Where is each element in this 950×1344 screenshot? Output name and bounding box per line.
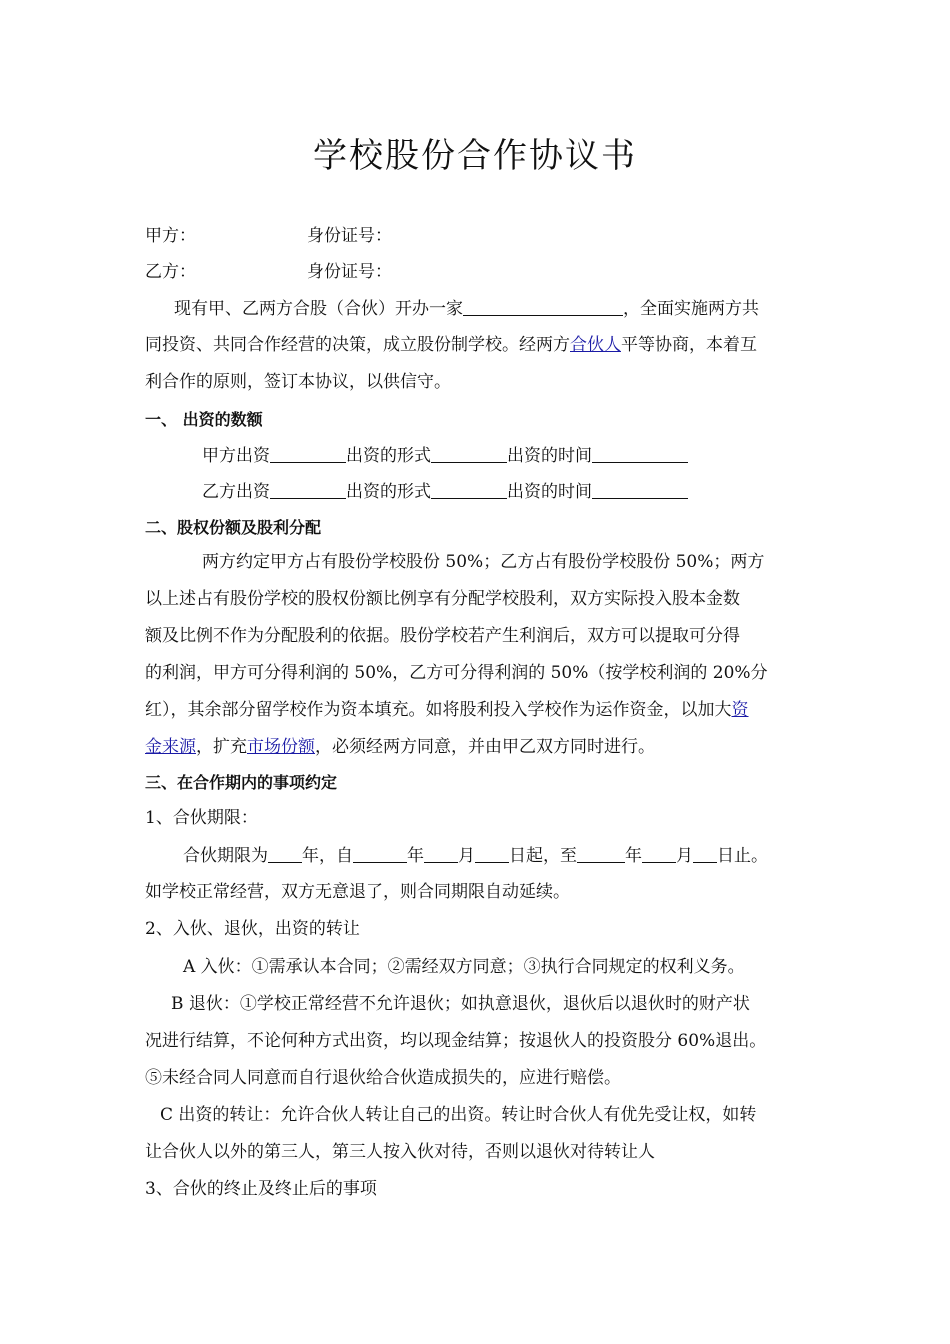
time-label: 出资的时间: [507, 482, 592, 502]
partner-link[interactable]: 合伙人: [570, 335, 621, 355]
end-month-blank: [642, 845, 676, 863]
intro-text: 平等协商，本着互: [621, 335, 757, 355]
term-text: 年: [407, 846, 424, 866]
party-a-line: [145, 226, 807, 246]
transfer-clause-line-2: 让合伙人以外的第三人，第三人按入伙对待，否则以退伙对待转让人: [145, 1142, 655, 1162]
form-blank: [431, 445, 507, 463]
term-line-2: 如学校正常经营，双方无意退了，则合同期限自动延续。: [145, 882, 570, 902]
transfer-clause-line-1: C 出资的转让：允许合伙人转让自己的出资。转让时合伙人有优先受让权，如转: [160, 1105, 757, 1125]
form-label: 出资的形式: [346, 482, 431, 502]
time-blank: [592, 445, 688, 463]
start-year-blank: [353, 845, 407, 863]
party-b-id-label: 身份证号：: [307, 262, 392, 282]
start-month-blank: [424, 845, 458, 863]
term-item-heading: 1、合伙期限：: [145, 808, 258, 828]
amount-blank: [270, 445, 346, 463]
market-share-link[interactable]: 市场份额: [247, 737, 315, 757]
party-b-line: [145, 262, 807, 282]
party-b-contribution-line: [202, 481, 864, 502]
time-blank: [592, 481, 688, 499]
capital-source-link[interactable]: 资: [731, 700, 749, 720]
term-text: 年: [625, 846, 642, 866]
end-year-blank: [577, 845, 625, 863]
intro-text: 现有甲、乙两方合股（合伙）开办一家: [174, 299, 463, 319]
contribution-label: 甲方出资: [202, 446, 270, 466]
section-3-heading: 三、在合作期内的事项约定: [145, 773, 338, 792]
amount-blank: [270, 481, 346, 499]
term-text: 年，自: [302, 846, 353, 866]
start-day-blank: [475, 845, 509, 863]
exit-clause-line-3: ⑤未经合同人同意而自行退伙给合伙造成损失的，应进行赔偿。: [145, 1068, 621, 1088]
section-2-text: ，必须经两方同意，并由甲乙双方同时进行。: [315, 737, 655, 757]
section-2-line-6: [145, 737, 807, 757]
exit-clause-line-1: B 退伙：①学校正常经营不允许退伙；如执意退伙，退伙后以退伙时的财产状: [171, 994, 750, 1014]
join-clause: A 入伙：①需承认本合同；②需经双方同意；③执行合同规定的权利义务。: [183, 957, 745, 977]
exit-clause-line-2: 况进行结算，不论何种方式出资，均以现金结算；按退伙人的投资股分 60%退出。: [145, 1031, 767, 1051]
term-text: 月: [676, 846, 693, 866]
section-2-heading: 二、股权份额及股利分配: [145, 518, 322, 537]
join-exit-item-heading: 2、入伙、退伙，出资的转让: [145, 919, 360, 939]
section-2-line-1: 两方约定甲方占有股份学校股份 50%；乙方占有股份学校股份 50%；两方: [202, 552, 765, 572]
section-1-heading: 一、 出资的数额: [145, 410, 263, 429]
party-a-id-label: 身份证号：: [307, 226, 392, 246]
term-text: 日止。: [717, 846, 768, 866]
section-2-text: 红），其余部分留学校作为资本填充。如将股利投入学校作为运作资金，以加大: [145, 700, 732, 720]
years-blank: [268, 845, 302, 863]
form-label: 出资的形式: [346, 446, 431, 466]
end-day-blank: [693, 845, 717, 863]
term-text: 合伙期限为: [183, 846, 268, 866]
section-2-line-4: 的利润，甲方可分得利润的 50%，乙方可分得利润的 50%（按学校利润的 20%分: [145, 663, 768, 683]
intro-text: ，全面实施两方共: [623, 299, 759, 319]
section-2-line-2: 以上述占有股份学校的股权份额比例享有分配学校股利，双方实际投入股本金数: [145, 589, 740, 609]
termination-item-heading: 3、合伙的终止及终止后的事项: [145, 1179, 377, 1199]
intro-text: 同投资、共同合作经营的决策，成立股份制学校。经两方: [145, 335, 570, 355]
party-a-label: 甲方：: [145, 226, 196, 246]
party-a-contribution-line: [202, 445, 864, 466]
school-name-blank: [463, 298, 623, 316]
document-title: 学校股份合作协议书: [313, 136, 637, 176]
party-b-label: 乙方：: [145, 262, 196, 282]
term-text: 月: [458, 846, 475, 866]
term-text: 日起，至: [509, 846, 577, 866]
form-blank: [431, 481, 507, 499]
term-line: [183, 845, 845, 866]
section-2-line-3: 额及比例不作为分配股利的依据。股份学校若产生利润后，双方可以提取可分得: [145, 626, 740, 646]
section-2-text: ，扩充: [196, 737, 247, 757]
intro-line-2: [145, 335, 807, 355]
time-label: 出资的时间: [507, 446, 592, 466]
capital-source-link[interactable]: 金来源: [145, 737, 196, 757]
intro-line-3: 利合作的原则，签订本协议，以供信守。: [145, 372, 451, 392]
section-2-line-5: [145, 700, 807, 720]
contribution-label: 乙方出资: [202, 482, 270, 502]
intro-line-1: [174, 298, 836, 319]
